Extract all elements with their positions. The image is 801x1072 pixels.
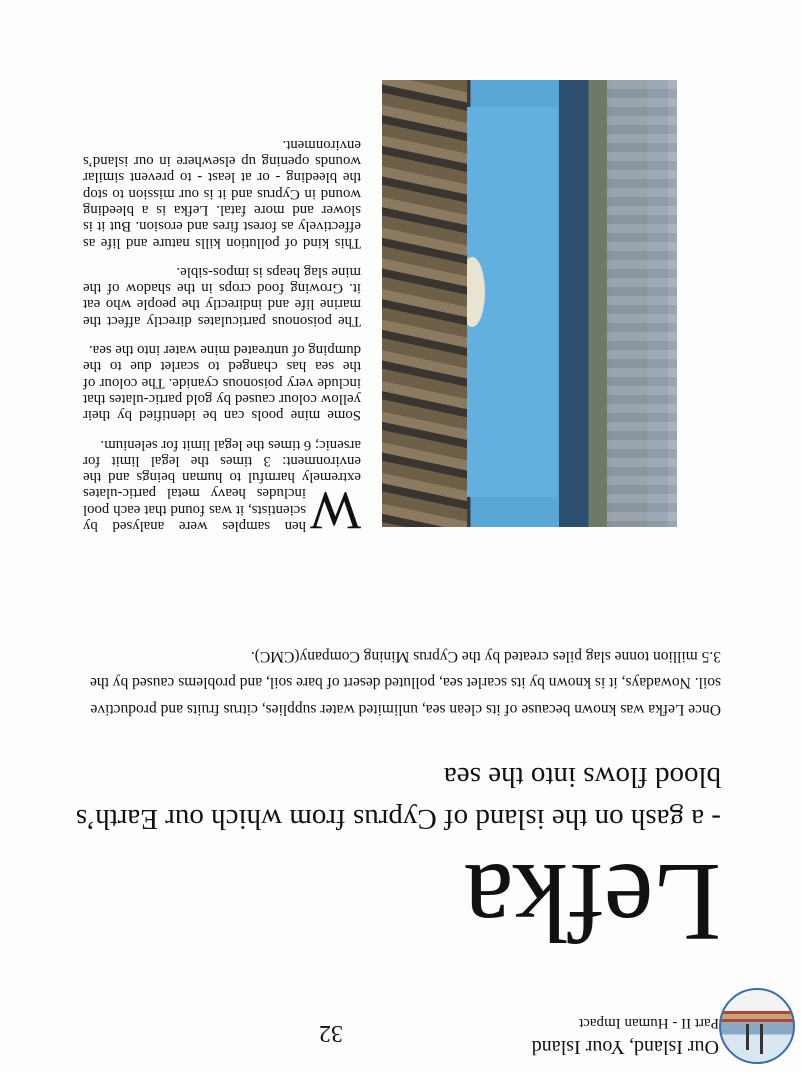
article-subtitle: - a gash on the island of Cyprus from which our Earth’s blood flows into the sea	[75, 761, 721, 835]
mine-pool-photo	[382, 80, 677, 527]
photo-bank	[382, 80, 467, 527]
paragraph-3: The poisonous particulates directly affect the marine life and indirectly the people who eat it. Growing food crops in the shadow of the mine slag heaps is impos-sible.	[83, 263, 361, 329]
paragraph-2: Some mine pools can be identified by their yellow colour caused by gold partic-ulates that include very poisonous cyanide. The colour of the sea has changed to scarlet due to the dumping of untreated mine water into the sea.	[83, 342, 361, 424]
part-subtitle: Part II - Human Impact	[579, 1015, 719, 1031]
paragraph-1-text: hen samples were analysed by scientists, it was found that each pool includes heavy metal partic-ulates extremely harmful to human beings and the environment: 3 times the legal limit for arsenic; 6 times the legal limit for selenium.	[83, 436, 361, 534]
series-title: Our Island, Your Island	[531, 1036, 719, 1058]
article-title: Lefka	[464, 840, 721, 964]
page-number: 32	[319, 1020, 343, 1046]
drop-cap: W	[310, 481, 361, 541]
intro-text: Once Lefka was known because of its clean sea, unlimited water supplies, citrus fruits and productive soil. Nowadays, it is known by its scarlet sea, polluted desert of bare soil, and problems caused by the 3.5 million tonne slag piles created by the Cyprus Mining Company(CMC).	[89, 648, 721, 718]
intro-paragraph	[71, 643, 721, 723]
photo-hills	[607, 80, 677, 527]
body-column	[83, 123, 361, 541]
paragraph-4: This kind of pollution kills nature and life as effectively as forest fires and erosion. But it is slower and more fatal. Lefka is a bleeding wound in Cyprus and it is our mission to stop the bleeding - or at least - to prevent similar wounds opening up elsewhere in our island’s environment.	[83, 136, 361, 251]
series-header	[532, 1012, 719, 1058]
ship-harbour-logo-icon	[719, 988, 795, 1064]
paragraph-1	[83, 436, 361, 541]
